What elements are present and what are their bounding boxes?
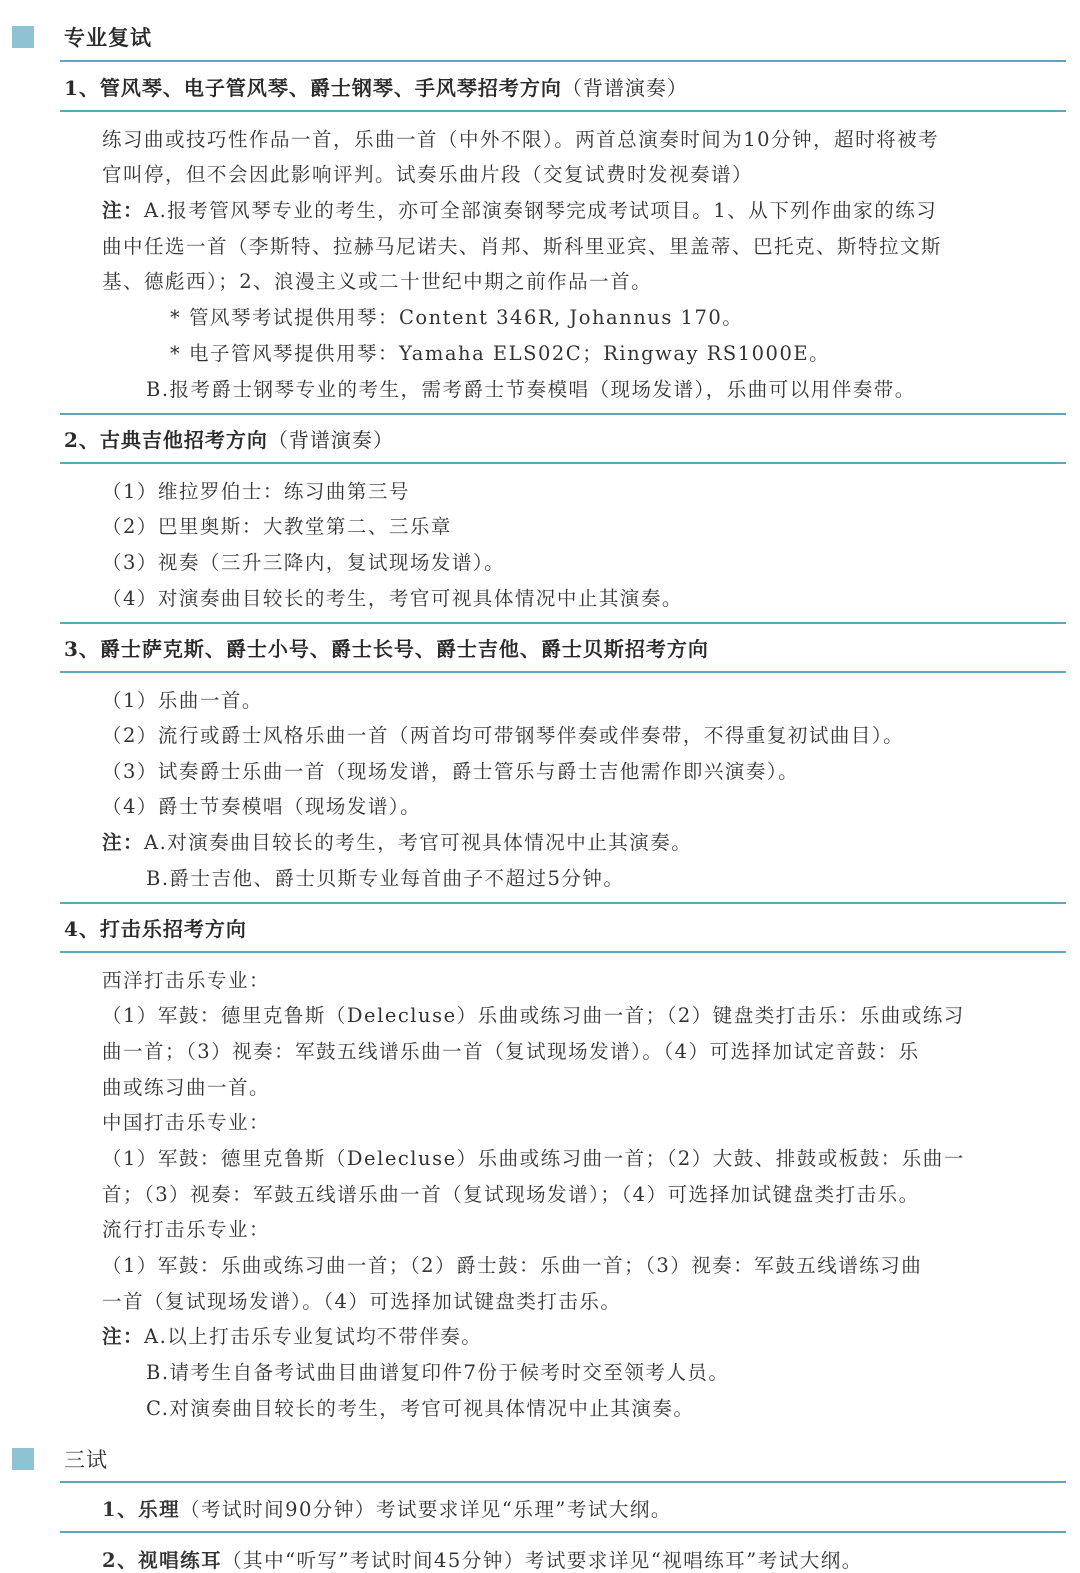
list-item: （3）试奏爵士乐曲一首（现场发谱，爵士管乐与爵士吉他需作即兴演奏）。	[102, 760, 800, 783]
note-line: * 电子管风琴提供用琴：Yamaha ELS02C；Ringway RS1000E。	[170, 342, 831, 365]
note-line: B.爵士吉他、爵士贝斯专业每首曲子不超过5分钟。	[146, 867, 625, 890]
list-item: （3）视奏（三升三降内，复试现场发谱）。	[102, 551, 506, 574]
paragraph-line: 中国打击乐专业：	[102, 1111, 271, 1134]
note-label: 注：	[102, 199, 145, 222]
paragraph-line: 练习曲或技巧性作品一首，乐曲一首（中外不限）。两首总演奏时间为10分钟，超时将被考	[102, 128, 940, 151]
note-line: B.请考生自备考试曲目曲谱复印件7份于候考时交至领考人员。	[146, 1361, 730, 1384]
note-text: A.报考管风琴专业的考生，亦可全部演奏钢琴完成考试项目。1、从下列作曲家的练习	[144, 199, 938, 222]
section-title: 专业复试	[64, 25, 152, 50]
paragraph-line: （1）军鼓：乐曲或练习曲一首；（2）爵士鼓：乐曲一首；（3）视奏：军鼓五线谱练习曲	[102, 1254, 923, 1277]
section-header-third-test	[0, 1440, 1080, 1480]
section-title: 三试	[64, 1448, 108, 1472]
item-label: 1、乐理	[102, 1498, 181, 1521]
section-marker-square	[12, 1448, 34, 1470]
divider	[60, 462, 1066, 464]
divider	[60, 413, 1066, 415]
divider	[60, 1531, 1066, 1533]
paragraph-line: 首；（3）视奏：军鼓五线谱乐曲一首（复试现场发谱）；（4）可选择加试键盘类打击乐。	[102, 1183, 920, 1206]
divider	[60, 902, 1066, 904]
paragraph-line: 流行打击乐专业：	[102, 1218, 271, 1241]
paragraph-line: 曲一首；（3）视奏：军鼓五线谱乐曲一首（复试现场发谱）。（4）可选择加试定音鼓：乐	[102, 1040, 920, 1063]
list-item: （1）维拉罗伯士：练习曲第三号	[102, 480, 410, 503]
note-text: A.以上打击乐专业复试均不带伴奏。	[144, 1325, 483, 1348]
subsection-title-percussion: 4、打击乐招考方向	[64, 917, 247, 941]
item-label: 2、视唱练耳	[102, 1549, 223, 1572]
note-text: A.对演奏曲目较长的考生，考官可视具体情况中止其演奏。	[144, 831, 693, 854]
subsection-title-jazz: 3、爵士萨克斯、爵士小号、爵士长号、爵士吉他、爵士贝斯招考方向	[64, 637, 709, 661]
list-item	[102, 1494, 672, 1522]
subsection-title-note: （背谱演奏）	[267, 428, 394, 452]
note-line: 曲中任选一首（李斯特、拉赫马尼诺夫、肖邦、斯科里亚宾、里盖蒂、巴托克、斯特拉文斯	[102, 235, 943, 258]
list-item: （2）巴里奥斯：大教堂第二、三乐章	[102, 515, 452, 538]
subsection-title-text: 2、古典吉他招考方向	[64, 428, 268, 452]
note-line	[102, 1321, 482, 1349]
section-header-professional-retest	[0, 18, 1080, 58]
section-marker-square	[12, 26, 34, 48]
note-line: C.对演奏曲目较长的考生，考官可视具体情况中止其演奏。	[146, 1397, 695, 1420]
paragraph-line: 曲或练习曲一首。	[102, 1076, 271, 1099]
subsection-title-text: 1、管风琴、电子管风琴、爵士钢琴、手风琴招考方向	[64, 76, 562, 100]
note-label: 注：	[102, 831, 145, 854]
divider	[60, 622, 1066, 624]
note-line	[102, 827, 692, 855]
note-line: 基、德彪西）；2、浪漫主义或二十世纪中期之前作品一首。	[102, 270, 653, 293]
paragraph-line: （1）军鼓：德里克鲁斯（Delecluse）乐曲或练习曲一首；（2）键盘类打击乐：乐曲或练习	[102, 1004, 965, 1027]
divider	[60, 110, 1066, 112]
paragraph-line: 一首（复试现场发谱）。（4）可选择加试键盘类打击乐。	[102, 1290, 622, 1313]
note-label: 注：	[102, 1325, 145, 1348]
list-item: （4）爵士节奏模唱（现场发谱）。	[102, 795, 422, 818]
divider	[60, 671, 1066, 673]
subsection-title-organ	[64, 72, 688, 101]
subsection-title-classical-guitar	[64, 424, 394, 453]
list-item: （4）对演奏曲目较长的考生，考官可视具体情况中止其演奏。	[102, 587, 683, 610]
list-item: （1）乐曲一首。	[102, 689, 263, 712]
divider	[60, 1481, 1066, 1483]
note-line	[102, 195, 937, 223]
note-line: B.报考爵士钢琴专业的考生，需考爵士节奏模唱（现场发谱），乐曲可以用伴奏带。	[146, 378, 916, 401]
paragraph-line: （1）军鼓：德里克鲁斯（Delecluse）乐曲或练习曲一首；（2）大鼓、排鼓或板鼓：乐曲一	[102, 1147, 965, 1170]
paragraph-line: 官叫停，但不会因此影响评判。试奏乐曲片段（交复试费时发视奏谱）	[102, 163, 754, 186]
divider	[60, 60, 1066, 62]
note-line: * 管风琴考试提供用琴：Content 346R, Johannus 170。	[170, 306, 744, 329]
item-text: （考试时间90分钟）考试要求详见“乐理”考试大纲。	[180, 1498, 672, 1521]
item-text: （其中“听写”考试时间45分钟）考试要求详见“视唱练耳”考试大纲。	[222, 1549, 863, 1572]
subsection-title-note: （背谱演奏）	[561, 76, 688, 100]
divider	[60, 951, 1066, 953]
list-item: （2）流行或爵士风格乐曲一首（两首均可带钢琴伴奏或伴奏带，不得重复初试曲目）。	[102, 724, 905, 747]
paragraph-line: 西洋打击乐专业：	[102, 969, 271, 992]
